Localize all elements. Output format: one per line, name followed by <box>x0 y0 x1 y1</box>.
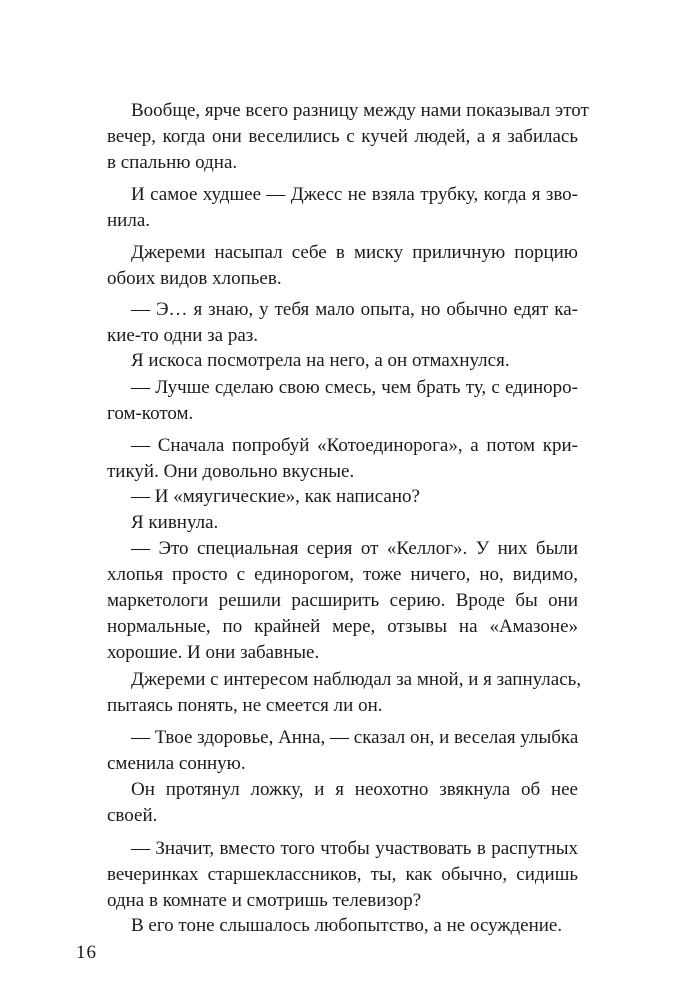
text-line: — Значит, вместо того чтобы участвовать в распутных <box>131 838 578 859</box>
text-line: нормальные, по крайней мере, отзывы на «Амазоне» <box>107 616 578 637</box>
text-line: вечер, когда они веселились с кучей людей, а я забилась <box>107 126 578 147</box>
text-line: нила. <box>107 210 151 231</box>
text-line: Джереми с интересом наблюдал за мной, и я запнулась, <box>131 669 582 690</box>
text-line: — Это специальная серия от «Келлог». У них были <box>131 538 578 559</box>
text-line: маркетологи решили расширить серию. Вроде бы они <box>107 590 578 611</box>
text-line: — Сначала попробуй «Котоединорога», а потом кри- <box>131 435 578 456</box>
text-line: И самое худшее — Джесс не взяла трубку, когда я зво- <box>131 184 578 205</box>
text-line: — Э… я знаю, у тебя мало опыта, но обычно едят ка- <box>131 299 578 320</box>
text-line: — И «мяугические», как написано? <box>131 486 420 507</box>
text-line: Я кивнула. <box>131 512 219 533</box>
text-line: сменила сонную. <box>107 753 246 774</box>
text-line: хлопья просто с единорогом, тоже ничего, но, видимо, <box>107 564 578 585</box>
text-line: вечеринках старшеклассников, ты, как обычно, сидишь <box>107 864 578 885</box>
text-line: — Лучше сделаю свою смесь, чем брать ту, с единоро- <box>131 377 578 398</box>
text-line: Я искоса посмотрела на него, а он отмахнулся. <box>131 350 510 371</box>
text-line: Он протянул ложку, и я неохотно звякнула об нее <box>131 779 578 800</box>
text-line: Джереми насыпал себе в миску приличную порцию <box>131 242 578 263</box>
text-line: хорошие. И они забавные. <box>107 642 320 663</box>
text-line: одна в комнате и смотришь телевизор? <box>107 890 422 911</box>
text-line: обоих видов хлопьев. <box>107 268 282 289</box>
text-line: тикуй. Они довольно вкусные. <box>107 461 355 482</box>
page-number: 16 <box>76 942 97 963</box>
text-line: гом-котом. <box>107 403 194 424</box>
text-line: своей. <box>107 805 158 826</box>
text-line: Вообще, ярче всего разницу между нами показывал этот <box>131 100 589 121</box>
text-line: — Твое здоровье, Анна, — сказал он, и веселая улыбка <box>131 727 579 748</box>
text-line: кие-то одни за раз. <box>107 325 259 346</box>
text-line: в спальню одна. <box>107 152 238 173</box>
text-line: В его тоне слышалось любопытство, а не осуждение. <box>131 915 563 936</box>
text-line: пытаясь понять, не смеется ли он. <box>107 695 383 716</box>
